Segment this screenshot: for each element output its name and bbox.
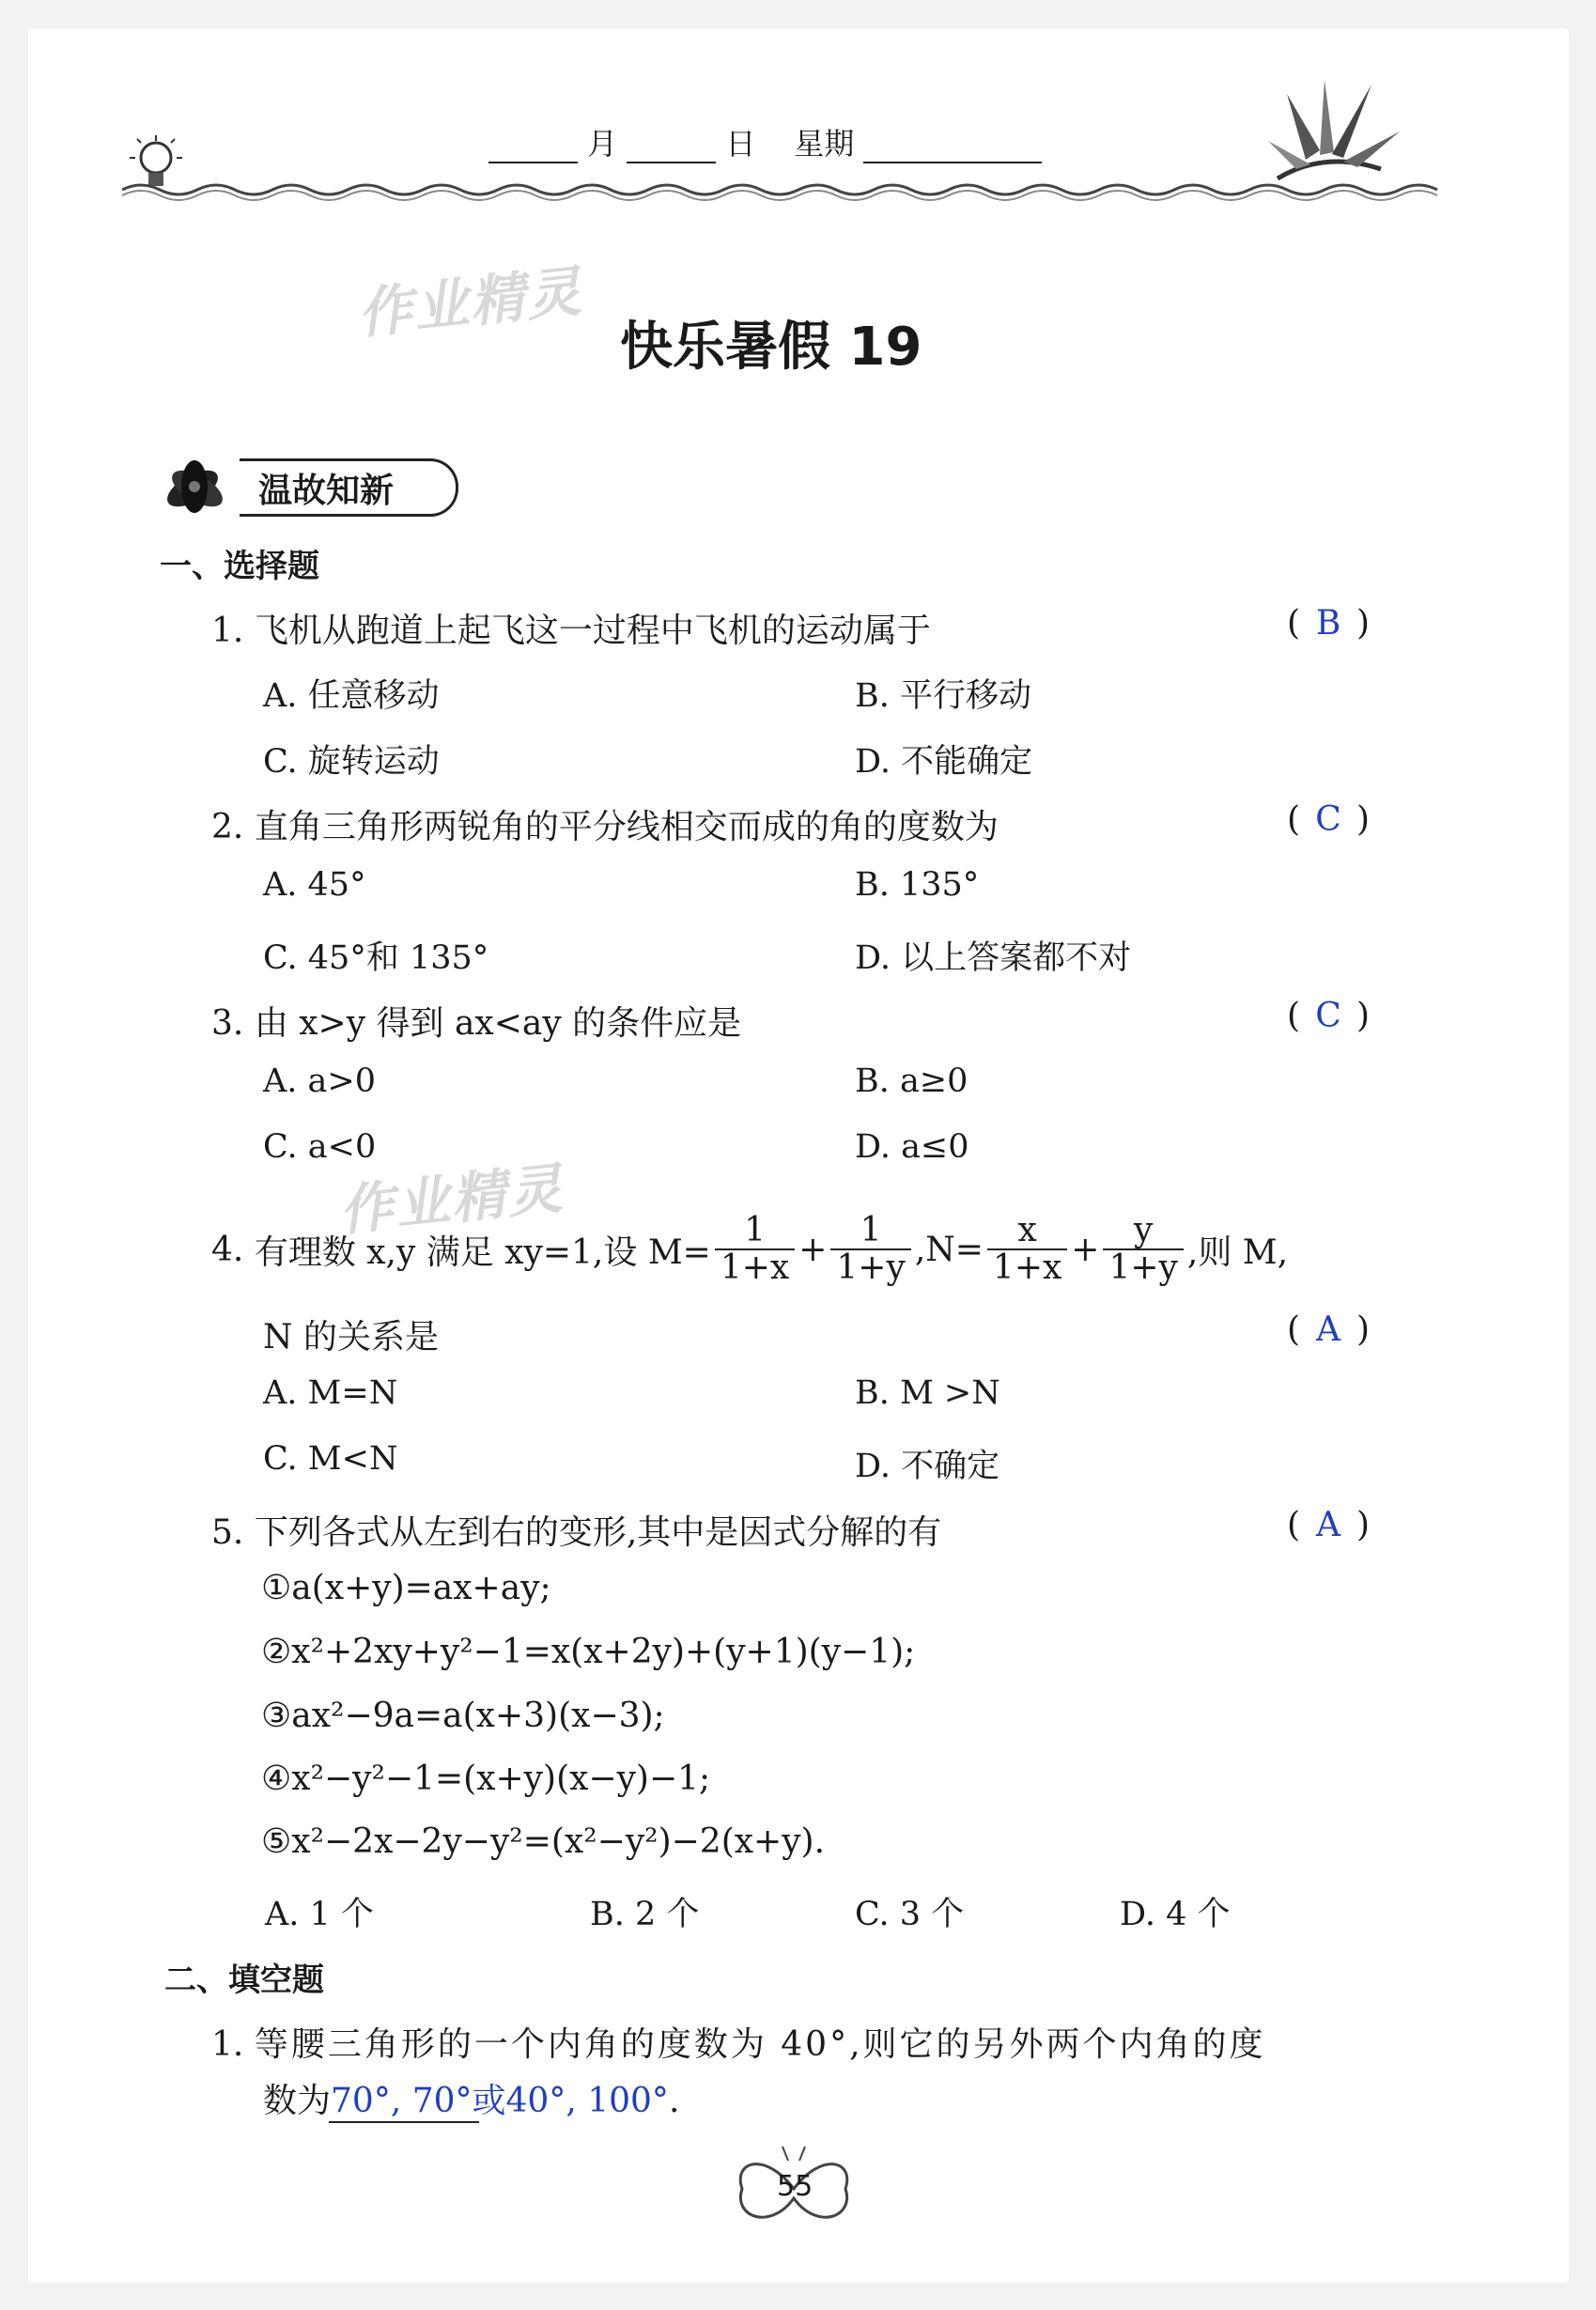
question-3 — [211, 997, 741, 1045]
question-4-line2: N 的关系是 — [263, 1318, 439, 1357]
question-4 — [211, 1207, 1288, 1292]
question-number: 1. — [211, 2025, 244, 2064]
option-b: B. M >N — [855, 1374, 1000, 1412]
question-number: 3. — [211, 1004, 244, 1043]
answer-bracket-1: ( B ) — [1287, 604, 1371, 643]
section-heading-choice: 一、选择题 — [160, 548, 319, 585]
page — [28, 28, 1569, 2283]
answer-value: C — [1315, 997, 1341, 1035]
question-number: 1. — [211, 612, 244, 650]
weekday-label: 星期 — [794, 126, 855, 162]
section-heading-fill: 二、填空题 — [164, 1961, 324, 1999]
bird-of-paradise-flower-icon — [1268, 75, 1409, 197]
fill-question-1-line2 — [263, 2074, 679, 2122]
question-2 — [211, 800, 999, 848]
watermark: 作业精灵 — [354, 258, 586, 347]
option-c: C. a<0 — [263, 1128, 377, 1166]
equation-item: ①a(x+y)=ax+ay; — [261, 1569, 551, 1607]
option-d: D. 不确定 — [855, 1448, 1000, 1485]
answer-underline — [329, 2121, 479, 2123]
watermark: 作业精灵 — [335, 1155, 567, 1244]
plus-sign: + — [1071, 1230, 1100, 1269]
answer-value: A — [1316, 1310, 1341, 1349]
question-text: 由 x>y 得到 ax<ay 的条件应是 — [254, 1004, 742, 1043]
date-line — [488, 120, 1042, 163]
equation-item: ⑤x²−2x−2y−y²=(x²−y²)−2(x+y). — [261, 1822, 826, 1861]
option-c: C. 3 个 — [855, 1896, 965, 1933]
option-d: D. 不能确定 — [855, 743, 1033, 781]
option-d: D. a≤0 — [855, 1128, 969, 1166]
section-badge — [155, 451, 465, 521]
section-badge-label: 温故知新 — [258, 472, 395, 510]
answer-bracket-3: ( C ) — [1287, 997, 1371, 1035]
fill-answer: 70°, 70°或40°, 100° — [331, 2082, 669, 2120]
question-text: ,则 M, — [1186, 1233, 1289, 1272]
option-c: C. 45°和 135° — [263, 939, 489, 977]
equation-item: ④x²−y²−1=(x+y)(x−y)−1; — [261, 1760, 711, 1798]
option-a: A. M=N — [263, 1374, 398, 1412]
answer-bracket-5: ( A ) — [1287, 1506, 1371, 1544]
option-a: A. 1 个 — [265, 1896, 374, 1933]
period: . — [668, 2082, 680, 2120]
fill-question-1 — [211, 2018, 1266, 2066]
question-1 — [211, 604, 931, 652]
question-5 — [211, 1506, 941, 1554]
question-number: 2. — [211, 808, 244, 846]
option-b: B. 2 个 — [590, 1896, 700, 1933]
option-a: A. a>0 — [263, 1062, 376, 1100]
question-text: 下列各式从左到右的变形,其中是因式分解的有 — [254, 1513, 942, 1552]
answer-value: B — [1315, 604, 1341, 643]
answer-value: C — [1315, 800, 1341, 839]
answer-bracket-2: ( C ) — [1287, 800, 1371, 839]
option-b: B. 135° — [855, 866, 980, 904]
fraction: $\frac{1}{1+y}$ — [830, 1213, 910, 1286]
fraction: $\frac{y}{1+y}$ — [1103, 1213, 1183, 1286]
question-text: 等腰三角形的一个内角的度数为 40°,则它的另外两个内角的度 — [254, 2025, 1266, 2064]
question-text: 飞机从跑道上起飞这一过程中飞机的运动属于 — [254, 612, 931, 650]
question-text: ,N= — [914, 1230, 984, 1269]
question-number: 4. — [211, 1230, 244, 1269]
option-c: C. 旋转运动 — [263, 743, 440, 781]
header-wavy-divider — [122, 177, 1456, 205]
plus-sign: + — [798, 1230, 828, 1269]
page-title: 快乐暑假 19 — [620, 317, 922, 378]
fraction: $\frac{x}{1+x}$ — [987, 1213, 1067, 1286]
equation-item: ②x²+2xy+y²−1=x(x+2y)+(y+1)(y−1); — [261, 1633, 916, 1671]
month-label: 月 — [587, 126, 618, 162]
option-d: D. 4 个 — [1120, 1896, 1231, 1933]
answer-bracket-4: ( A ) — [1287, 1310, 1371, 1349]
question-text: 有理数 x,y 满足 xy=1,设 M= — [254, 1233, 711, 1272]
option-c: C. M<N — [263, 1440, 398, 1478]
question-text: 直角三角形两锐角的平分线相交而成的角的度数为 — [254, 808, 999, 846]
option-b: B. a≥0 — [855, 1062, 968, 1100]
page-number: 55 — [777, 2170, 813, 2203]
option-a: A. 任意移动 — [263, 677, 440, 715]
question-text: 数为 — [263, 2082, 332, 2120]
day-label: 日 — [725, 126, 756, 162]
option-a: A. 45° — [263, 866, 366, 904]
answer-value: A — [1316, 1506, 1341, 1544]
option-d: D. 以上答案都不对 — [855, 939, 1132, 977]
question-number: 5. — [211, 1513, 244, 1552]
fraction: $\frac{1}{1+x}$ — [715, 1213, 795, 1286]
equation-item: ③ax²−9a=a(x+3)(x−3); — [261, 1697, 665, 1735]
option-b: B. 平行移动 — [855, 677, 1031, 715]
